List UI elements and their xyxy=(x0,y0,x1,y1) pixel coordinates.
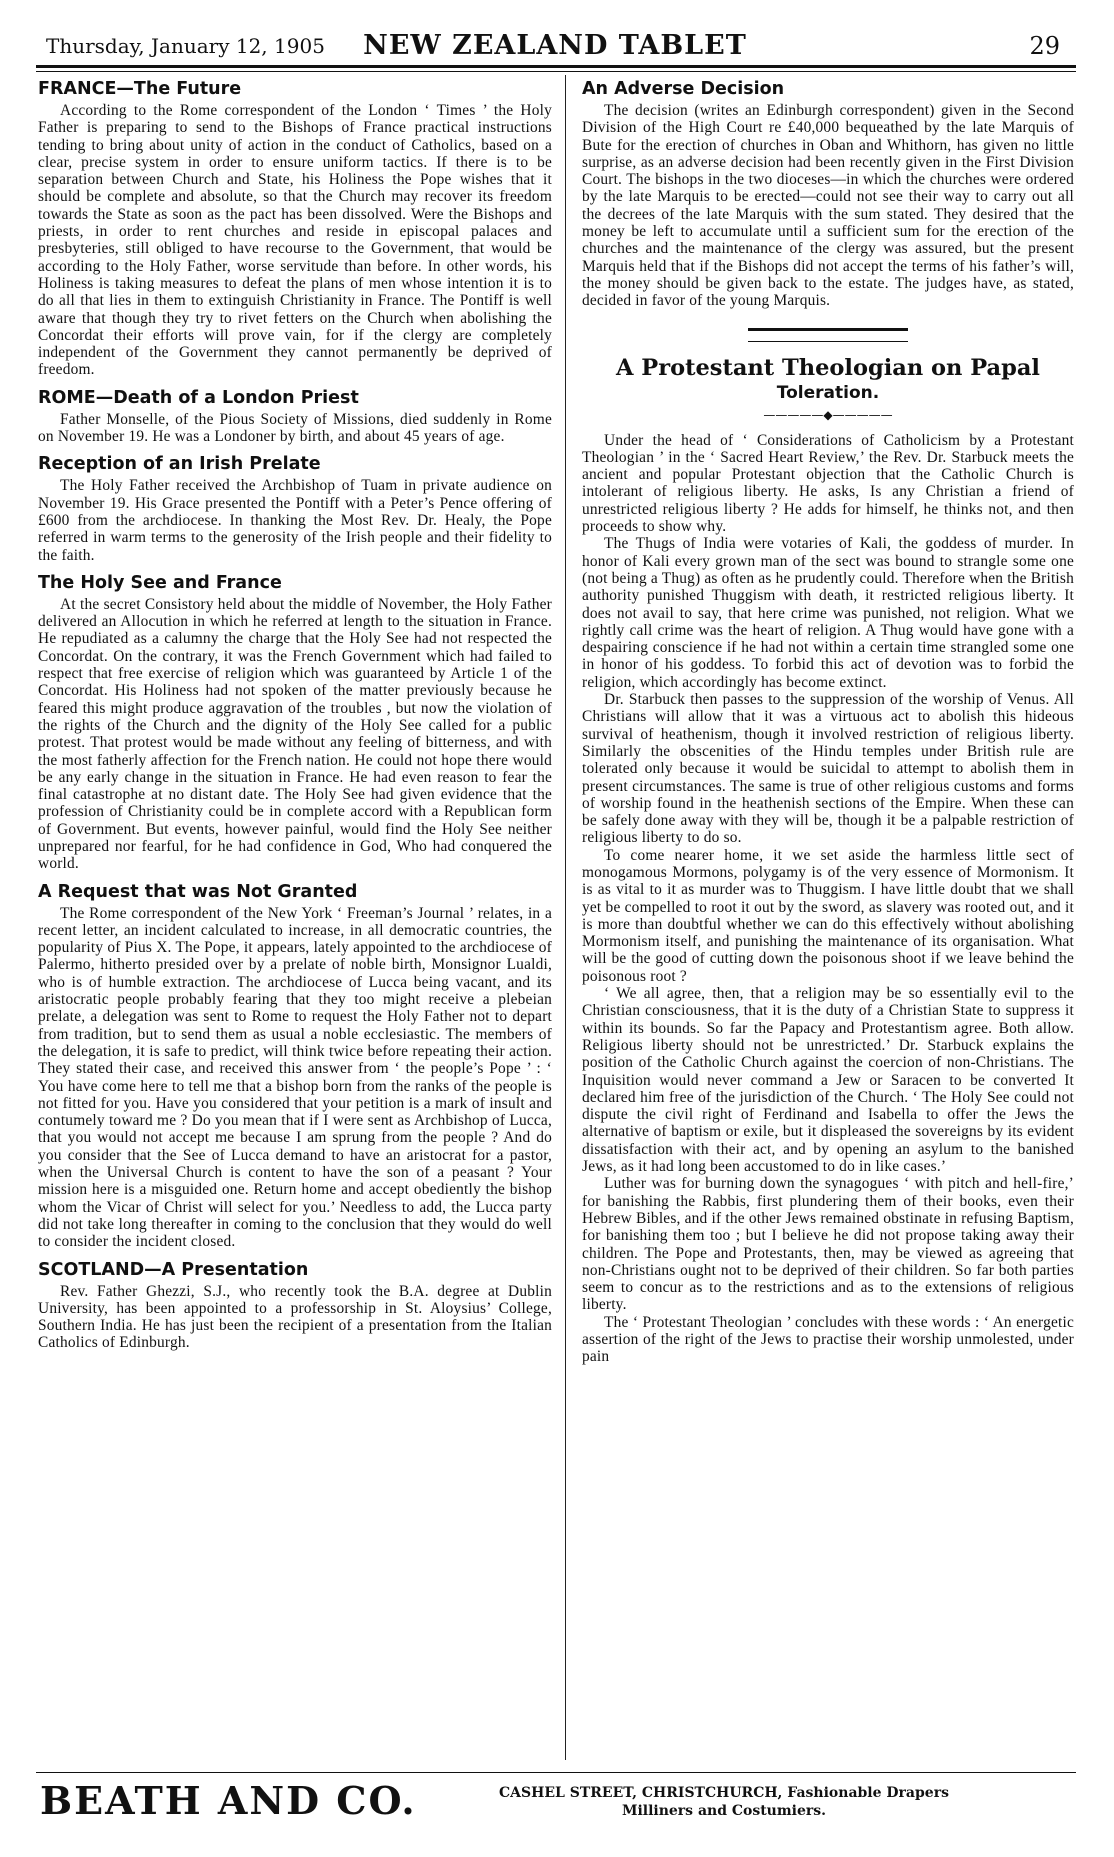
article-paragraph: To come nearer home, it we set aside the harmless little sect of monogamous Mormons, polygamy is of the very essence of Mormonism. It is as vital to it as murder was to Thuggism. I have little doubt that we shall yet be compelled to root it out by the sword, as slavery was rooted out, and it is more than doubtful whether we can do this effectively without abolishing Mormonism itself, and punishing the maintenance of its organisation. What will be the good of cutting down the poisonous shoot if we leave behind the poisonous root ? xyxy=(582,846,1074,985)
article-rule xyxy=(748,328,908,331)
section-heading-france: FRANCE—The Future xyxy=(38,79,242,99)
section-heading-scotland: SCOTLAND—A Presentation xyxy=(38,1259,309,1280)
masthead-rule xyxy=(36,65,1076,68)
rome-paragraph: Father Monselle, of the Pious Society of Missions, died suddenly in Rome on November 19. He was a Londoner by birth, and about 45 years of age. xyxy=(38,410,552,446)
section-heading-holy-see: The Holy See and France xyxy=(38,572,282,593)
publication-title: NEW ZEALAND TABLET xyxy=(363,30,747,61)
advertiser-address-line: CASHEL STREET, CHRISTCHURCH, Fashionable Drapers xyxy=(499,1785,949,1801)
column-divider xyxy=(565,75,566,1760)
advertiser-name: BEATH AND CO. xyxy=(40,1778,417,1823)
page-number: 29 xyxy=(1029,32,1060,60)
left-column xyxy=(38,78,552,1352)
advertisement-footer xyxy=(36,1778,1076,1838)
article-subtitle: Toleration. xyxy=(776,382,880,403)
article-paragraph: Under the head of ‘ Considerations of Catholicism by a Protestant Theologian ’ in the ‘ Sacred Heart Review,’ the Rev. Dr. Starbuck meets the ancient and popular Protestant objection that the Catholic Church is intolerant of religious liberty. He asks, Is any Christian a friend of unrestricted religious liberty ? He adds for himself, he thinks not, and then proceeds to show why. xyxy=(582,431,1074,536)
section-heading-adverse-decision: An Adverse Decision xyxy=(582,79,785,99)
ornament-divider: —————◆————— xyxy=(763,407,893,422)
article-paragraph: Luther was for burning down the synagogues ‘ with pitch and hell-fire,’ for banishing the Rabbis, first plundering them of their books, even their Hebrew Bibles, and if the other Jews remained obstinate in refusing Baptism, for banishing them too ; but I believe he did not propose taking away their children. The Pope and Protestants, then, may be viewed as agreeing that non-Christians ought not to be deprived of their children. So far both parties seem to concur as to the restrictions and as to the extensions of religious liberty. xyxy=(582,1175,1074,1314)
irish-prelate-paragraph: The Holy Father received the Archbishop of Tuam in private audience on November 19. His Grace presented the Pontiff with a Peter’s Pence offering of £600 from the archdiocese. In thanking the Most Rev. Dr. Healy, the Pope referred in warm terms to the generosity of the Irish people and their fidelity to the faith. xyxy=(38,477,552,564)
section-heading-irish-prelate: Reception of an Irish Prelate xyxy=(38,454,321,475)
issue-date: Thursday, January 12, 1905 xyxy=(46,34,325,58)
france-paragraph: According to the Rome correspondent of the London ‘ Times ’ the Holy Father is preparing to send to the Bishops of France practical instructions tending to bring about unity of action in the conduct of Catholics, based on a clear, precise system in order to ensure uniform tactics. If there is to be separation between Church and State, his Holiness the Pope wishes that it should be complete and absolute, so that the Church may recover its freedom towards the State as soon as the pact has been dissolved. Were the Bishops and priests, in order to rent churches and reside in episcopal palaces and presbyteries, still obliged to have recourse to the Government, that would be according to the Holy Father, worse servitude than before. In other words, his Holiness is taking measures to defeat the plans of men whose intention it is to do all that lies in them to extinguish Christianity in France. The Pontiff is well aware that though they try to rivet fetters on the Church when abolishing the Concordat their efforts will prove vain, for if the clergy are completely independent of the Government they cannot permanently be deprived of freedom. xyxy=(38,102,552,379)
article-title: A Protestant Theologian on Papal xyxy=(616,354,1040,381)
masthead xyxy=(40,28,1070,66)
adverse-decision-paragraph: The decision (writes an Edinburgh correspondent) given in the Second Division of the High Court re £40,000 bequeathed by the late Marquis of Bute for the erection of churches in Oban and Whithorn, has given no little surprise, as an adverse decision had been recently given in the First Division Court. The bishops in the two dioceses—in which the churches were ordered by the late Marquis to be erected—could not see their way to carry out all the decrees of the late Marquis with the sum stated. They desired that the money be left to accumulate until a sufficient sum for the erection of the churches and the maintenance of the clergy was assured, but the present Marquis held that if the Bishops did not accept the terms of his father’s will, the money should be given back to the estate. The judges have, as stated, decided in favor of the young Marquis. xyxy=(582,102,1074,310)
article-paragraph: Dr. Starbuck then passes to the suppression of the worship of Venus. All Christians will allow that it was a virtuous act to abolish this hideous survival of heathenism, though it involved restriction of religious liberty. Similarly the obscenities of the Hindu temples under British rule are tolerated only because it would be suicidal to attempt to abolish them in present circumstances. The same is true of other religious customs and forms of worship found in the heathenish sections of the Empire. When these can be safely done away with they will be, though it be a palpable restriction of religious liberty to do so. xyxy=(582,691,1074,847)
article-rule-thin xyxy=(748,341,908,342)
right-column xyxy=(582,78,1074,1366)
article-paragraph: ‘ We all agree, then, that a religion may be so essentially evil to the Christian consciousness, that it is the duty of a Christian State to suppress it within its bounds. So far the Papacy and Protestantism agree. Both allow. Religious liberty should not be unrestricted.’ Dr. Starbuck explains the position of the Catholic Church against the coercion of non-Christians. The Inquisition would never command a Jew or Saracen to be converted It declared him free of the jurisdiction of the Church. ‘ The Holy See could not dispute the civil right of Ferdinand and Isabella to offer the Jews the alternative of baptism or exile, but it displeased the sovereigns by its evident dissatisfaction with their act, and by opening an asylum to the banished Jews, as it had long been accustomed to do in like cases.’ xyxy=(582,985,1074,1176)
advertiser-address xyxy=(494,1784,954,1820)
holy-see-paragraph: At the secret Consistory held about the middle of November, the Holy Father delivered an Allocution in which he referred at length to the situation in France. He repudiated as a calumny the charge that the Holy See had not respected the Concordat. On the contrary, it was the French Government which had failed to respect that free exercise of religion which was guaranteed by Article 1 of the Concordat. His Holiness had not spoken of the matter previously because he feared this might produce aggravation of the troubles , but now the violation of the rights of the Church and the dignity of the Holy See called for a public protest. That protest would be made without any feeling of bitterness, and with the most fatherly affection for the French nation. He could not hope there would be any early change in the situation in France. He had even reason to fear the final catastrophe at no distant date. The Holy See had given evidence that the profession of Christianity could be in complete accord with a Republican form of Government. But events, however painful, would find the Holy See neither unprepared nor fearful, for he had confidence in God, Who had conquered the world. xyxy=(38,595,552,873)
section-heading-request: A Request that was Not Granted xyxy=(38,881,358,902)
section-heading-rome: ROME—Death of a London Priest xyxy=(38,387,359,408)
request-paragraph: The Rome correspondent of the New York ‘ Freeman’s Journal ’ relates, in a recent letter, an incident calculated to increase, in all democratic countries, the popularity of Pius X. The Pope, it appears, lately appointed to the archdiocese of Palermo, hitherto presided over by a prelate of noble birth, Monsignor Lualdi, who is of humble extraction. The archdiocese of Lucca being vacant, and its aristocratic people probably fearing that they too might receive a plebeian prelate, a delegation was sent to Rome to request the Holy Father not to depart from tradition, but to send them as usual a noble ecclesiastic. The members of the delegation, it is safe to predict, will think twice before repeating their action. They stated their case, and received this answer from ‘ the people’s Pope ’ : ‘ You have come here to tell me that a bishop born from the ranks of the people is not fitted for you. Have you considered that your petition is a mark of insult and contumely toward me ? Do you mean that if I were sent as Archbishop of Lucca, that you would not accept me because I am sprung from the people ? And do you consider that the See of Lucca demand to have an aristocrat for a pastor, when the Universal Church is content to have the son of a peasant ? Your mission here is a misguided one. Return home and accept obediently the bishop whom the Vicar of Christ will select for you.’ Needless to add, the Lucca party did not take long thereafter in coming to the conclusion that they would do well to consider the incident closed. xyxy=(38,904,552,1251)
advertiser-tagline: Milliners and Costumiers. xyxy=(621,1803,827,1819)
masthead-rule-thin xyxy=(36,71,1076,72)
article-paragraph: The ‘ Protestant Theologian ’ concludes with these words : ‘ An energetic assertion of the right of the Jews to practise their worship unmolested, under pain xyxy=(582,1313,1074,1366)
article-paragraph: The Thugs of India were votaries of Kali, the goddess of murder. In honor of Kali every grown man of the sect was bound to strangle some one (not being a Thug) as often as he prudently could. Therefore when the British authority punished Thuggism with death, it restricted religious liberty. It does not avail to say, that here crime was punished, not religion. What we rightly call crime was the heart of religion. A Thug would have gone with a despairing conscience if he had not within a certain time strangled some one in honor of his goddess. To forbid this act of devotion was to forbid the religion, which accordingly has become extinct. xyxy=(582,535,1074,691)
scotland-paragraph: Rev. Father Ghezzi, S.J., who recently took the B.A. degree at Dublin University, has been appointed to a professorship in St. Aloysius’ College, Southern India. He has just been the recipient of a presentation from the Italian Catholics of Edinburgh. xyxy=(38,1282,552,1352)
footer-rule xyxy=(36,1772,1076,1773)
